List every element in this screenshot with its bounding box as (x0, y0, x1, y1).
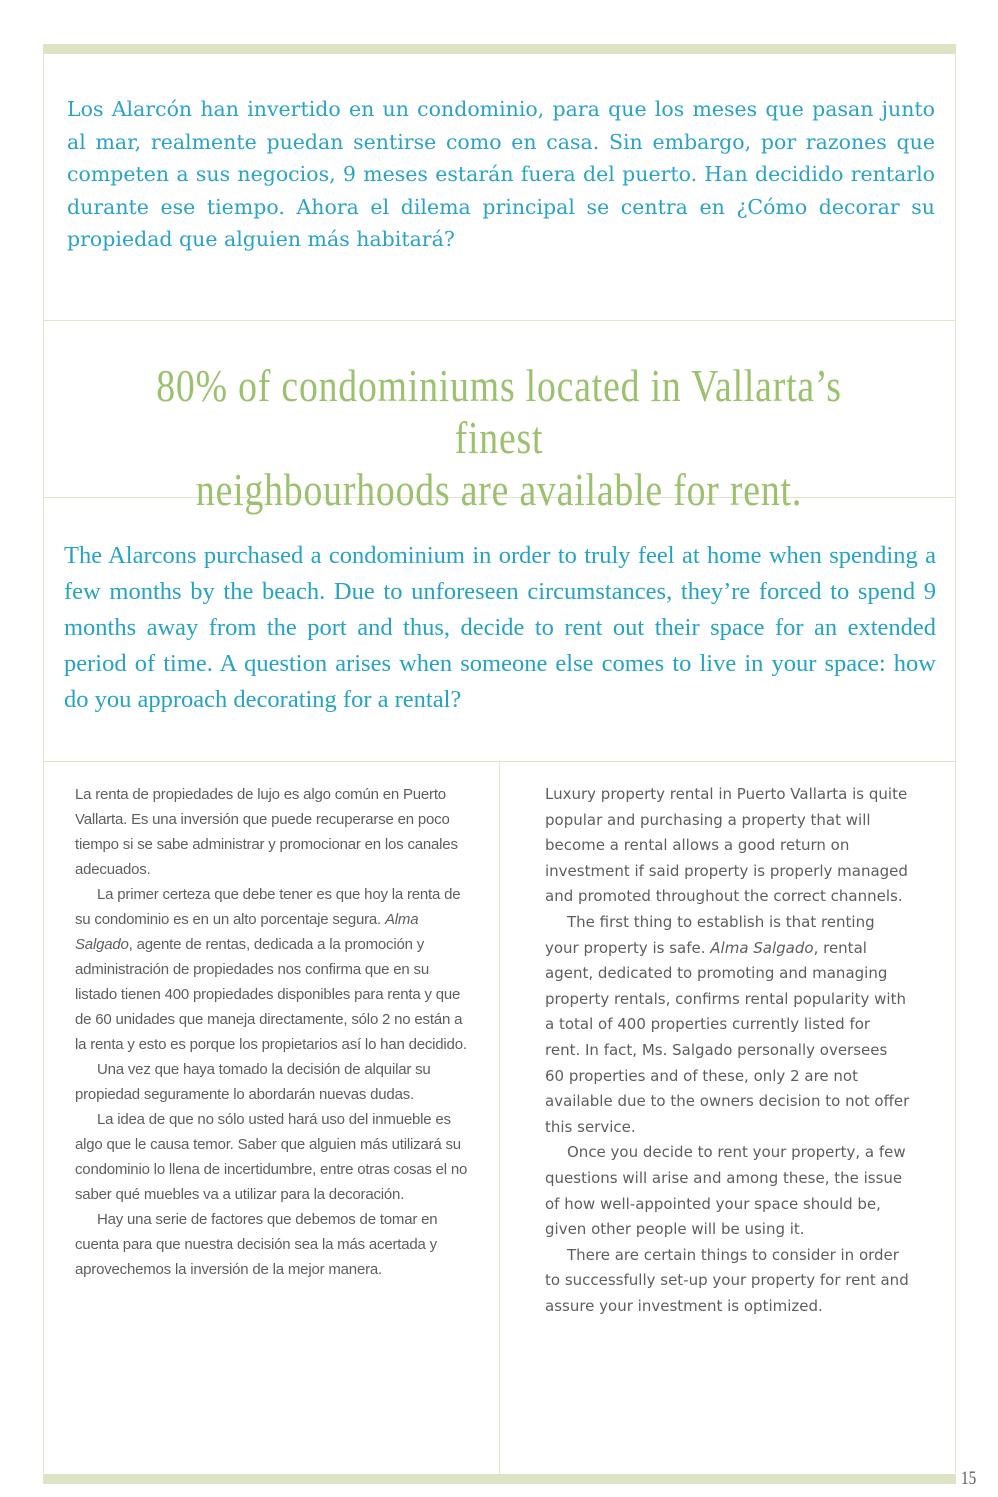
paragraph: Luxury property rental in Puerto Vallarta is quite popular and purchasing a property that will become a rental allows a good return on investment if said property is properly managed and promoted throughout the correct channels. (545, 785, 908, 906)
person-name: Alma Salgado (75, 911, 419, 953)
paragraph: There are certain things to consider in order to successfully set-up your property for rent and assure your investment is optimized. (545, 1245, 909, 1315)
person-name: Alma Salgado (710, 938, 814, 957)
intro-english: The Alarcons purchased a condominium in order to truly feel at home when spending a few months by the beach. Due to unforeseen circumstances, they’re forced to spend 9 months away from the port and thus, decide to rent out their space for an extended period of time. A question arises when someone else comes to live in your space: how do you approach decorating for a rental? (64, 542, 936, 713)
page-number: 15 (961, 1468, 977, 1489)
pull-quote (139, 360, 859, 516)
top-border-bar (43, 44, 956, 54)
article-column-spanish (75, 782, 469, 1282)
bottom-border-bar (43, 1474, 956, 1484)
pull-quote-line: 80% of condominiums located in Vallarta’s finest (156, 360, 842, 463)
paragraph: Once you decide to rent your property, a few questions will arise and among these, the issue of how well-appointed your space should be, given other people will be using it. (545, 1143, 906, 1239)
section-divider (43, 320, 956, 321)
column-divider (499, 762, 500, 1474)
paragraph: La idea de que no sólo usted hará uso del inmueble es algo que le causa temor. Saber que alguien más utilizará su condominio lo llena de incertidumbre, entre otras cosas el no saber qué muebles va a utilizar para la decoración. (75, 1111, 468, 1203)
paragraph: La primer certeza que debe tener es que hoy la renta de su condominio es en un alto porcentaje segura. Alma Salgado, agente de rentas, dedicada a la promoción y administración de propiedades nos confirma que en su listado tienen 400 propiedades disponibles para renta y que de 60 unidades que maneja directamente, sólo 2 no están a la renta y esto es porque los propietarios así lo han decidido. (75, 886, 467, 1053)
paragraph: Una vez que haya tomado la decisión de alquilar su propiedad seguramente lo abordarán nuevas dudas. (75, 1061, 431, 1103)
paragraph: The first thing to establish is that renting your property is safe. Alma Salgado, rental agent, dedicated to promoting and managing property rentals, confirms rental popularity with a total of 400 properties currently listed for rent. In fact, Ms. Salgado personally oversees 60 properties and of these, only 2 are not available due to the owners decision to not offer this service. (545, 912, 910, 1136)
intro-spanish: Los Alarcón han invertido en un condominio, para que los meses que pasan junto al mar, realmente puedan sentirse como en casa. Sin embargo, por razones que competen a sus negocios, 9 meses estarán fuera del puerto. Han decidido rentarlo durante ese tiempo. Ahora el dilema principal se centra en ¿Cómo decorar su propiedad que alguien más habitará? (67, 97, 935, 251)
article-column-english (545, 782, 910, 1319)
pull-quote-line: neighbourhoods are available for rent. (195, 464, 803, 515)
paragraph: Hay una serie de factores que debemos de tomar en cuenta para que nuestra decisión sea la más acertada y aprovechemos la inversión de la mejor manera. (75, 1211, 438, 1278)
paragraph: La renta de propiedades de lujo es algo común en Puerto Vallarta. Es una inversión que puede recuperarse en poco tiempo si se sabe administrar y promocionar en los canales adecuados. (75, 786, 458, 878)
